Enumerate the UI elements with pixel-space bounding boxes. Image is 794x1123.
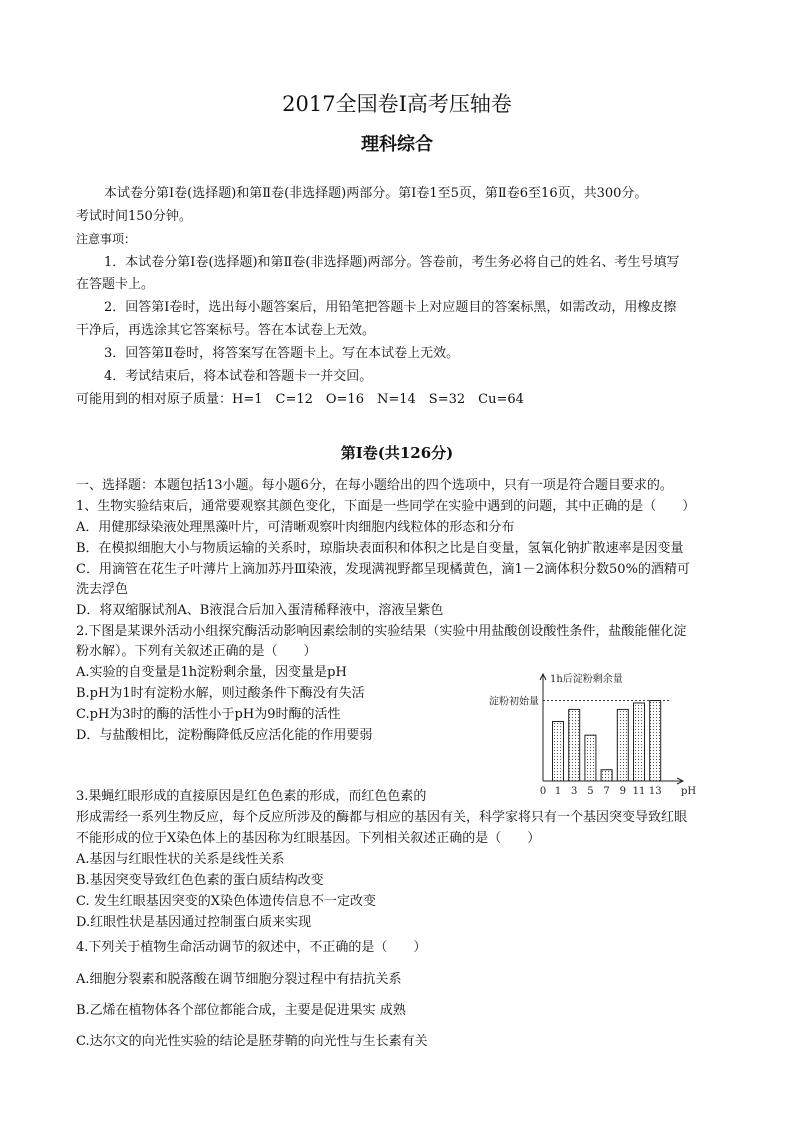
- starch-ph-chart: [466, 665, 706, 800]
- y-axis-label: 1h后淀粉剩余量: [550, 674, 623, 685]
- bar: [634, 703, 645, 781]
- notice-2b: 干净后，再选涂其它答案标号。答在本试卷上无效。: [76, 323, 376, 338]
- q2-option-a: A.实验的自变量是1h淀粉剩余量，因变量是pH: [76, 665, 347, 680]
- q3-stem-cont-2: 不能形成的位于X染色体上的基因称为红眼基因。下列相关叙述正确的是（ ）: [76, 831, 541, 846]
- intro-line-2: 考试时间150分钟。: [76, 209, 192, 224]
- q1-option-c: C．用滴管在花生子叶薄片上滴加苏丹Ⅲ染液，发现满视野都呈现橘黄色，滴1－2滴体积分数50%的酒精可: [76, 562, 690, 577]
- bar: [601, 770, 612, 781]
- q3-option-c: C. 发生红眼基因突变的X染色体遗传信息不一定改变: [76, 894, 377, 909]
- x-tick-label: 11: [632, 786, 646, 797]
- x-tick-label: 13: [648, 786, 662, 797]
- bar: [569, 709, 580, 781]
- q3-stem: 3.果蝇红眼形成的直接原因是红色色素的形成，而红色色素的: [76, 789, 427, 804]
- notice-1a: 1．本试卷分第Ⅰ卷(选择题)和第Ⅱ卷(非选择题)两部分。答卷前，考生务必将自己的姓名、考生号填写: [104, 255, 680, 270]
- x-tick-label: 5: [587, 786, 594, 797]
- bar: [650, 701, 661, 781]
- x-tick-label: 9: [619, 786, 626, 797]
- x-tick-label: 7: [603, 786, 610, 797]
- q3-option-d: D.红眼性状是基因通过控制蛋白质来实现: [76, 915, 312, 930]
- page-title: 2017全国卷Ⅰ高考压轴卷: [282, 92, 512, 116]
- q1-option-d: D．将双缩脲试剂A、B液混合后加入蛋清稀释液中，溶液呈紫色: [76, 603, 444, 618]
- x-tick-label: 3: [571, 786, 578, 797]
- reference-label: 淀粉初始量: [489, 696, 539, 708]
- q3-stem-cont-1: 形成需经一系列生物反应，每个反应所涉及的酶都与相应的基因有关，科学家将只有一个基因突变导致红眼: [76, 810, 688, 825]
- bar: [585, 735, 596, 781]
- q2-option-c: C.pH为3时的酶的活性小于pH为9时酶的活性: [76, 707, 341, 722]
- bar: [617, 709, 628, 781]
- q2-stem: 2.下图是某课外活动小组探究酶活动影响因素绘制的实验结果（实验中用盐酸创设酸性条件，盐酸能催化淀: [76, 624, 687, 639]
- q1-stem: 1、生物实验结束后，通常要观察其颜色变化，下面是一些同学在实验中遇到的问题，其中正确的是（ ）: [76, 499, 696, 514]
- notice-3: 3．回答第Ⅱ卷时，将答案写在答题卡上。写在本试卷上无效。: [104, 346, 460, 361]
- q3-option-a: A.基因与红眼性状的关系是线性关系: [76, 852, 285, 867]
- q4-stem: 4.下列关于植物生命活动调节的叙述中，不正确的是（ ）: [76, 940, 427, 955]
- q4-option-c: C.达尔文的向光性实验的结论是胚芽鞘的向光性与生长素有关: [76, 1034, 428, 1049]
- q1-option-c-cont: 洗去浮色: [76, 582, 129, 597]
- q4-option-b: B.乙烯在植物体各个部位都能合成，主要是促进果实 成熟: [76, 1003, 406, 1018]
- q4-option-a: A.细胞分裂素和脱落酸在调节细胞分裂过程中有拮抗关系: [76, 972, 402, 987]
- x-axis-label: pH: [681, 786, 697, 797]
- bar: [553, 721, 564, 781]
- notice-4: 4．考试结束后，将本试卷和答题卡一并交回。: [104, 369, 373, 384]
- q2-option-d: D．与盐酸相比，淀粉酶降低反应活化能的作用要弱: [76, 728, 373, 743]
- page-subtitle: 理科综合: [361, 134, 433, 155]
- intro-line-1: 本试卷分第Ⅰ卷(选择题)和第Ⅱ卷(非选择题)两部分。第Ⅰ卷1至5页，第Ⅱ卷6至16页，共300分。: [104, 186, 648, 201]
- notice-heading: 注意事项：: [76, 232, 137, 246]
- section-title: 第Ⅰ卷(共126分): [340, 444, 454, 462]
- x-tick-label: 1: [554, 786, 562, 797]
- notice-2a: 2．回答第Ⅰ卷时，选出每小题答案后，用铅笔把答题卡上对应题目的答案标黑，如需改动，用橡皮擦: [104, 300, 677, 315]
- q3-option-b: B.基因突变导致红色色素的蛋白质结构改变: [76, 873, 324, 888]
- q2-option-b: B.pH为1时有淀粉水解，则过酸条件下酶没有失活: [76, 686, 365, 701]
- x-tick-label: 0: [539, 786, 547, 797]
- notice-1b: 在答题卡上。: [76, 277, 155, 292]
- section-instruction: 一、选择题：本题包括13小题。每小题6分，在每小题给出的四个选项中，只有一项是符合题目要求的。: [76, 478, 673, 493]
- q1-option-b: B．在模拟细胞大小与物质运输的关系时，琼脂块表面积和体积之比是自变量，氢氧化钠扩散速率是因变量: [76, 541, 684, 556]
- atomic-masses: 可能用到的相对原子质量：H=1 C=12 O=16 N=14 S=32 Cu=64: [76, 392, 524, 407]
- q1-option-a: A．用健那绿染液处理黑藻叶片，可清晰观察叶肉细胞内线粒体的形态和分布: [76, 520, 515, 535]
- q2-stem-cont: 粉水解）。下列有关叙述正确的是（ ）: [76, 644, 317, 659]
